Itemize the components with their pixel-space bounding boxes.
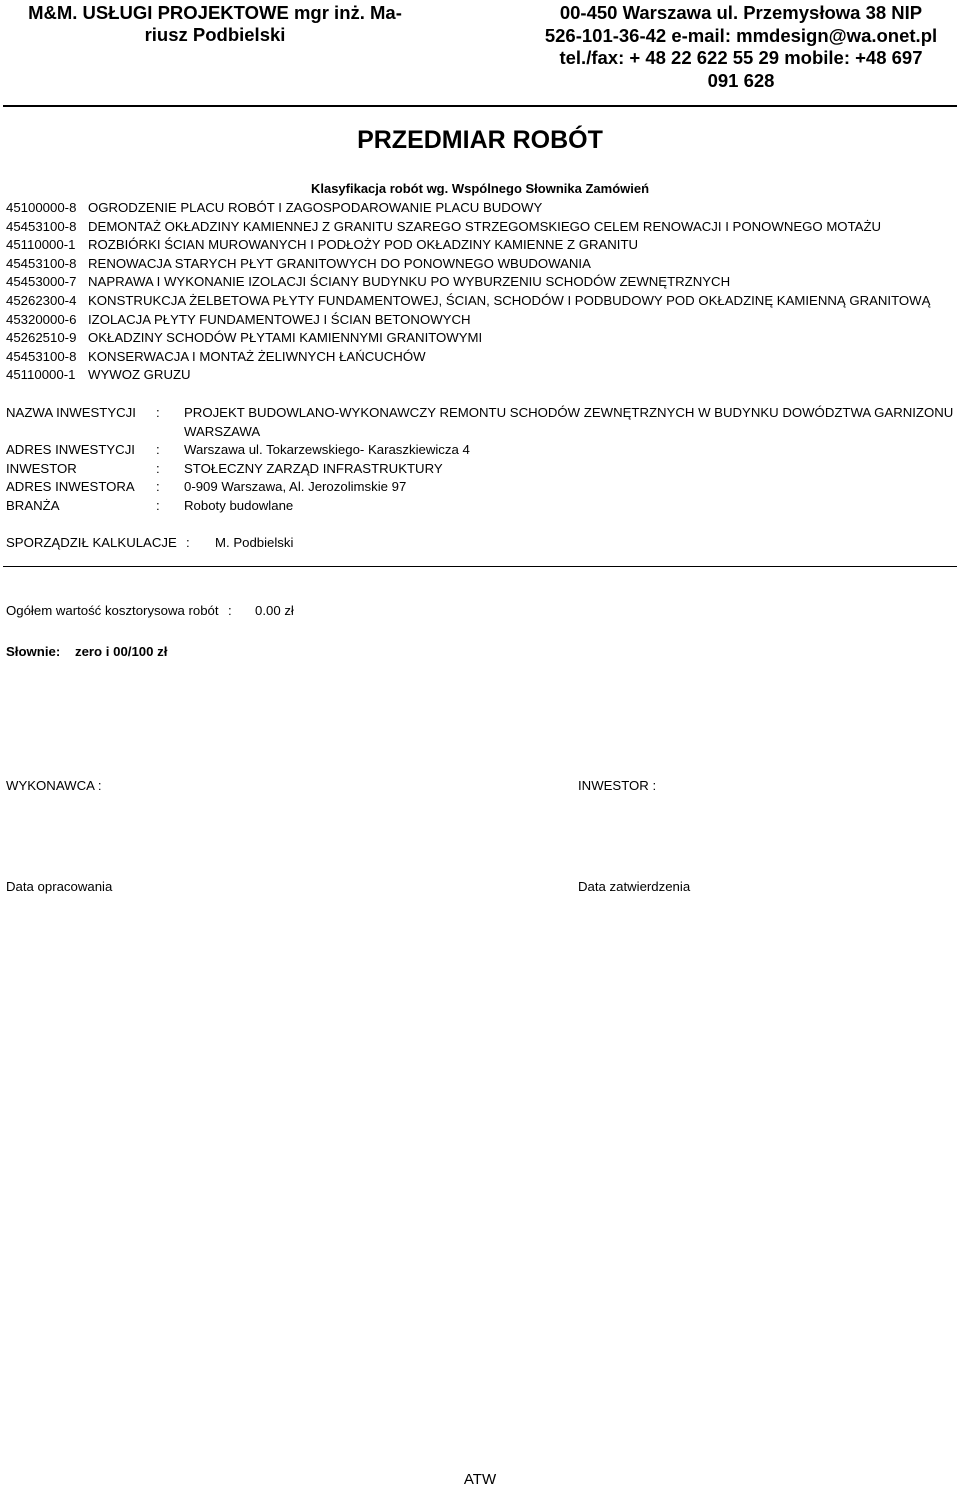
- cpv-description: IZOLACJA PŁYTY FUNDAMENTOWEJ I ŚCIAN BETONOWYCH: [88, 311, 471, 327]
- cpv-description: WYWOZ GRUZU: [88, 367, 191, 383]
- total-cost-label: Ogółem wartość kosztorysowa robót: [6, 603, 219, 618]
- info-label: INWESTOR: [6, 460, 77, 476]
- cpv-description: KONSTRUKCJA ŻELBETOWA PŁYTY FUNDAMENTOWEJ, ŚCIAN, SCHODÓW I PODBUDOWY POD OKŁADZINĘ KAMIENNĄ GRANITOWĄ: [88, 292, 931, 308]
- cpv-code: 45320000-6: [6, 311, 77, 327]
- info-value: PROJEKT BUDOWLANO-WYKONAWCZY REMONTU SCHODÓW ZEWNĘTRZNYCH W BUDYNKU DOWÓDZTWA GARNIZONU WARSZAWA: [184, 405, 954, 439]
- address-line4: 091 628: [707, 69, 775, 91]
- address-line2: 526-101-36-42 e-mail: mmdesign@wa.onet.pl: [544, 24, 938, 46]
- info-colon: :: [156, 497, 160, 513]
- company-name-line2: riusz Podbielski: [144, 24, 286, 45]
- info-row-investor-address: [6, 478, 956, 497]
- cpv-code: 45262300-4: [6, 292, 77, 308]
- info-value: STOŁECZNY ZARZĄD INFRASTRUKTURY: [184, 460, 443, 476]
- page-footer: ATW: [463, 1471, 497, 1488]
- info-value: Warszawa ul. Tokarzewskiego- Karaszkiewicza 4: [184, 442, 470, 458]
- total-cost-colon: :: [228, 603, 232, 618]
- prepared-by: [6, 534, 294, 553]
- cpv-code: 45453100-8: [6, 218, 77, 234]
- address-line1: 00-450 Warszawa ul. Przemysłowa 38 NIP: [559, 2, 923, 23]
- total-cost: [6, 602, 294, 621]
- cpv-code: 45100000-8: [6, 200, 77, 215]
- cpv-description: KONSERWACJA I MONTAŻ ŻELIWNYCH ŁAŃCUCHÓW: [88, 348, 426, 364]
- cpv-code: 45110000-1: [6, 237, 76, 253]
- info-colon: :: [156, 460, 160, 476]
- info-row-investment-name: [6, 404, 956, 441]
- info-row-investment-address: [6, 441, 956, 460]
- cpv-description: NAPRAWA I WYKONANIE IZOLACJI ŚCIANY BUDYNKU PO WYBURZENIU SCHODÓW ZEWNĘTRZNYCH: [88, 274, 731, 290]
- amount-in-words: [6, 643, 168, 662]
- cpv-description: RENOWACJA STARYCH PŁYT GRANITOWYCH DO PONOWNEGO WBUDOWANIA: [88, 255, 591, 271]
- prepared-by-label: SPORZĄDZIŁ KALKULACJE: [6, 535, 177, 550]
- header-divider: [3, 105, 957, 107]
- cpv-description: DEMONTAŻ OKŁADZINY KAMIENNEJ Z GRANITU SZAREGO STRZEGOMSKIEGO CELEM RENOWACJI I PONOWNEGO MOTAŻU: [88, 218, 882, 234]
- company-name-line1: M&M. USŁUGI PROJEKTOWE mgr inż. Ma-: [28, 2, 402, 23]
- section-divider: [3, 566, 957, 567]
- investment-info: [6, 404, 956, 516]
- cpv-description: OKŁADZINY SCHODÓW PŁYTAMI KAMIENNYMI GRANITOWYMI: [88, 330, 483, 346]
- info-label: BRANŻA: [6, 497, 60, 513]
- info-label: NAZWA INWESTYCJI: [6, 405, 136, 420]
- info-label: ADRES INWESTYCJI: [6, 442, 135, 458]
- contractor-signature-label: WYKONAWCA :: [6, 778, 102, 793]
- page-title: PRZEDMIAR ROBÓT: [357, 126, 603, 154]
- prepared-by-colon: :: [186, 535, 190, 550]
- cpv-code: 45453100-8: [6, 348, 77, 364]
- cpv-description: OGRODZENIE PLACU ROBÓT I ZAGOSPODAROWANIE PLACU BUDOWY: [88, 200, 543, 215]
- date-prepared-label: Data opracowania: [6, 879, 113, 894]
- total-cost-value: 0.00 zł: [255, 603, 294, 618]
- info-label: ADRES INWESTORA: [6, 479, 135, 495]
- company-name: [0, 2, 430, 46]
- cpv-code: 45262510-9: [6, 330, 77, 346]
- info-colon: :: [156, 479, 160, 495]
- info-value: Roboty budowlane: [184, 497, 294, 513]
- cpv-code: 45110000-1: [6, 367, 76, 383]
- amount-in-words-value: zero i 00/100 zł: [75, 644, 168, 659]
- investor-signature-label: INWESTOR :: [578, 778, 657, 793]
- date-approved-label: Data zatwierdzenia: [578, 879, 691, 894]
- cpv-code: 45453100-8: [6, 255, 77, 271]
- company-address: [525, 2, 957, 92]
- amount-in-words-label: Słownie:: [6, 644, 61, 659]
- cpv-code: 45453000-7: [6, 274, 77, 290]
- prepared-by-value: M. Podbielski: [215, 535, 294, 550]
- classification-heading: Klasyfikacja robót wg. Wspólnego Słownika Zamówień: [310, 181, 650, 196]
- cpv-description: ROZBIÓRKI ŚCIAN MUROWANYCH I PODŁOŻY POD OKŁADZINY KAMIENNE Z GRANITU: [88, 237, 639, 253]
- info-colon: :: [156, 405, 160, 420]
- info-row-branch: [6, 497, 956, 516]
- info-colon: :: [156, 442, 160, 458]
- info-value: 0-909 Warszawa, Al. Jerozolimskie 97: [184, 479, 407, 495]
- info-row-investor: [6, 460, 956, 479]
- address-line3: tel./fax: + 48 22 622 55 29 mobile: +48 697: [559, 47, 923, 68]
